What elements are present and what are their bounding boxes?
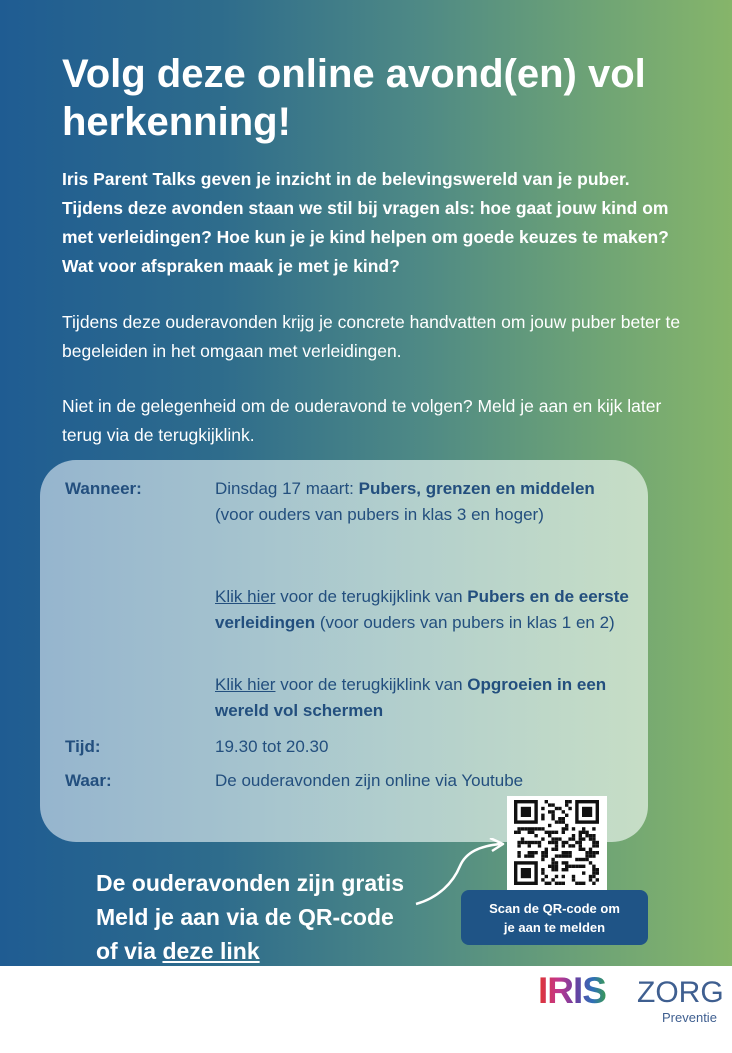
info-card — [40, 460, 648, 842]
handvatten-paragraph: Tijdens deze ouderavonden krijg je concrete handvatten om jouw puber beter te begeleiden in het omgaan met verleidingen. — [62, 312, 681, 361]
where-label: Waar: — [65, 771, 112, 790]
deze-link[interactable]: deze link — [162, 938, 260, 964]
cta-line-3-prefix: of via — [96, 938, 163, 964]
link2-topic: Opgroeien in een wereld vol schermen — [215, 675, 607, 720]
replay-link-2 — [215, 672, 615, 724]
svg-text:IRIS: IRIS — [538, 970, 606, 1010]
cta-line-1: De ouderavonden zijn gratis — [96, 870, 404, 896]
intro-paragraph: Iris Parent Talks geven je inzicht in de belevingswereld van je puber. Tijdens deze avonden staan we stil bij vragen als: hoe gaat jouw kind om met verleidingen? Hoe kun je je kind helpen om goede keuzes te maken? Wat voor afspraken maak je met je kind? — [62, 169, 669, 276]
iris-zorg-logo — [538, 970, 724, 1030]
when-date: Dinsdag 17 maart: — [215, 479, 359, 498]
cta-block — [96, 866, 404, 966]
time-value: 19.30 tot 20.30 — [215, 737, 329, 756]
when-label: Wanneer: — [65, 479, 142, 498]
iris-logo-mark — [538, 970, 638, 1010]
time-label: Tijd: — [65, 737, 101, 756]
link1-topic: Pubers en de eerste verleidingen — [215, 587, 629, 632]
klik-hier-link-2[interactable]: Klik hier — [215, 675, 276, 694]
where-value: De ouderavonden zijn online via Youtube — [215, 771, 524, 790]
link1-mid: voor de terugkijklink van — [275, 587, 468, 606]
when-audience: (voor ouders van pubers in klas 3 en hoger) — [215, 505, 544, 524]
scan-label: Scan de QR-code om je aan te melden — [489, 900, 620, 935]
terugkijk-paragraph: Niet in de gelegenheid om de ouderavond te volgen? Meld je aan en kijk later terug via de terugkijklink. — [62, 396, 662, 445]
replay-link-1 — [215, 584, 635, 636]
preventie-tagline: Preventie — [662, 1010, 717, 1025]
page-title: Volg deze online avond(en) vol herkenning! — [62, 52, 646, 144]
link2-mid: voor de terugkijklink van — [275, 675, 468, 694]
qr-code-icon[interactable] — [507, 796, 607, 890]
when-topic: Pubers, grenzen en middelen — [358, 479, 595, 498]
scan-instruction-badge — [461, 890, 648, 945]
link1-audience: (voor ouders van pubers in klas 1 en 2) — [315, 613, 615, 632]
klik-hier-link-1[interactable]: Klik hier — [215, 587, 276, 606]
when-value — [215, 476, 635, 528]
zorg-wordmark: ZORG — [637, 976, 724, 1009]
cta-line-2: Meld je aan via de QR-code — [96, 904, 394, 930]
cta-line-3 — [96, 934, 404, 966]
